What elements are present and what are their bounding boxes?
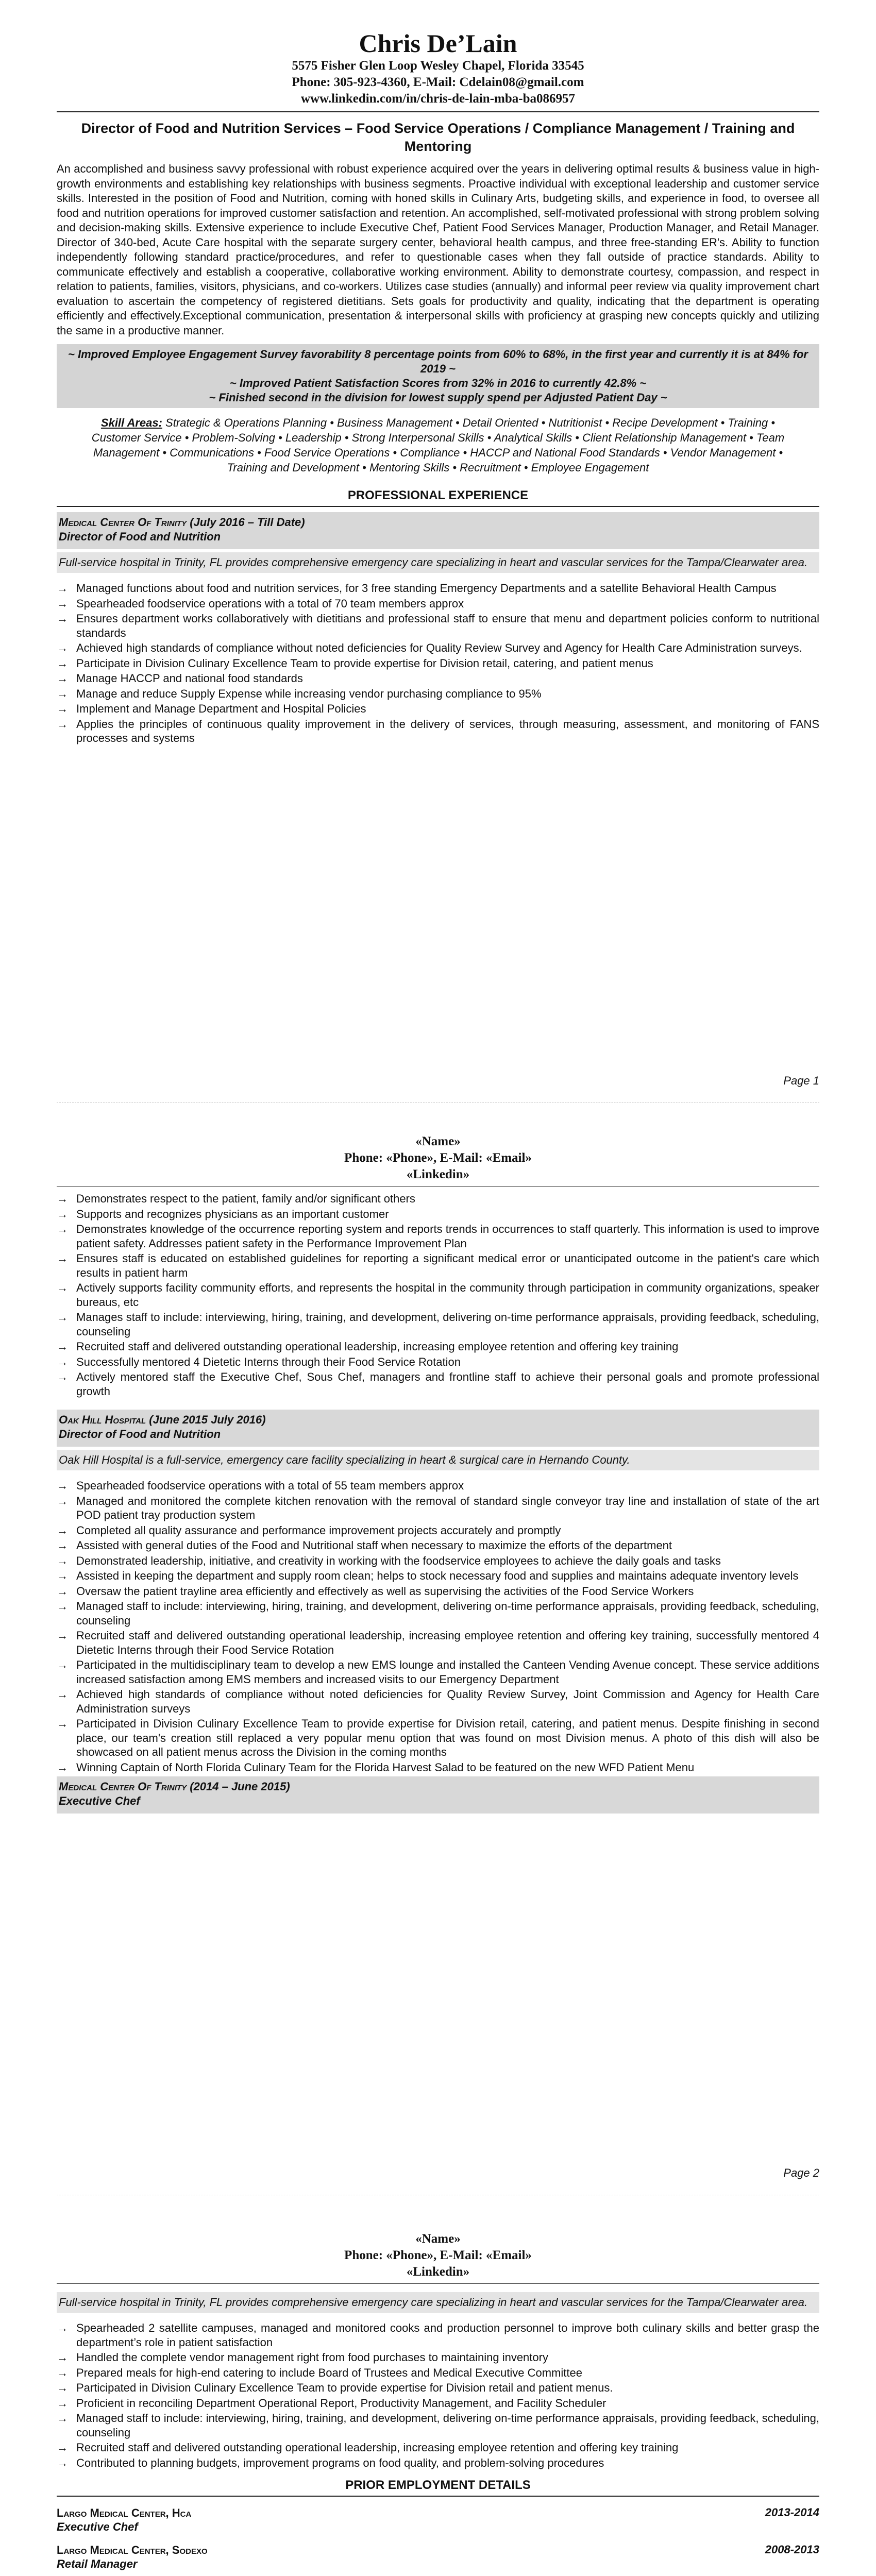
job-title: Director of Food and Nutrition	[59, 1428, 221, 1440]
arrow-bullet-icon: →	[57, 1539, 68, 1552]
arrow-bullet-icon: →	[57, 1223, 68, 1235]
list-item	[57, 2396, 819, 2411]
list-item-text: Ensures department works collaboratively with dietitians and professional staff to ensure that menu and department policies conform to nutritional standards	[76, 612, 819, 639]
list-item-text: Demonstrates respect to the patient, family and/or significant others	[76, 1192, 415, 1205]
list-item-text: Spearheaded 2 satellite campuses, managed and monitored cooks and production personnel to improve both culinary skills and better grasp the department’s role in patient satisfaction	[76, 2321, 819, 2349]
arrow-bullet-icon: →	[57, 702, 68, 715]
linkedin-link[interactable]: www.linkedin.com/in/chris-de-lain-mba-ba086957	[301, 92, 575, 106]
list-item-text: Prepared meals for high-end catering to include Board of Trustees and Medical Executive Committee	[76, 2366, 582, 2379]
list-item	[57, 1479, 819, 1493]
arrow-bullet-icon: →	[57, 1207, 68, 1221]
arrow-bullet-icon: →	[57, 597, 68, 610]
arrow-bullet-icon: →	[57, 1370, 68, 1383]
page-1	[57, 29, 819, 747]
highlights-box	[57, 344, 819, 408]
list-item	[57, 641, 819, 655]
arrow-bullet-icon: →	[57, 1600, 68, 1613]
list-item-text: Recruited staff and delivered outstanding operational leadership, increasing employee retention and offering key training	[76, 2441, 679, 2454]
list-item-text: Participated in Division Culinary Excellence Team to provide expertise for Division retail and patient menus.	[76, 2381, 613, 2394]
job-org: Oak Hill Hospital	[59, 1413, 146, 1426]
list-item	[57, 1760, 819, 1775]
address: 5575 Fisher Glen Loop Wesley Chapel, Florida 33545	[292, 59, 584, 73]
arrow-bullet-icon: →	[57, 1569, 68, 1582]
job-description: Full-service hospital in Trinity, FL provides comprehensive emergency care specializing in heart and vascular services for the Tampa/Clearwater area.	[57, 2292, 819, 2313]
arrow-bullet-icon: →	[57, 1688, 68, 1701]
arrow-bullet-icon: →	[57, 2321, 68, 2334]
list-item	[57, 581, 819, 596]
arrow-bullet-icon: →	[57, 1281, 68, 1294]
job-title: Director of Food and Nutrition	[59, 530, 221, 543]
arrow-bullet-icon: →	[57, 2351, 68, 2364]
list-item-text: Demonstrates knowledge of the occurrence reporting system and reports trends in occurrences to staff quarterly. This information is used to improve patient safety. Addresses patient safety in the Performance Improvement Plan	[76, 1223, 819, 1250]
list-item-text: Applies the principles of continuous quality improvement in the delivery of services, through measuring, assessment, and monitoring of FANS processes and systems	[76, 717, 819, 744]
bullet-list-trinity-chef	[57, 2321, 819, 2470]
prior-job-org: Largo Medical Center, Hca	[57, 2506, 192, 2519]
arrow-bullet-icon: →	[57, 1355, 68, 1368]
list-item	[57, 2411, 819, 2439]
list-item	[57, 1494, 819, 1522]
skill-areas	[57, 415, 819, 475]
list-item-text: Proficient in reconciling Department Operational Report, Productivity Management, and Facility Scheduler	[76, 2396, 607, 2410]
list-item-text: Assisted in keeping the department and supply room clean; helps to stock necessary food and supplies and maintains adequate inventory levels	[76, 1569, 799, 1582]
list-item	[57, 1523, 819, 1538]
list-item	[57, 2366, 819, 2380]
list-item-text: Manage and reduce Supply Expense while increasing vendor purchasing compliance to 95%	[76, 687, 542, 700]
list-item	[57, 2381, 819, 2395]
list-item	[57, 1629, 819, 1657]
arrow-bullet-icon: →	[57, 1523, 68, 1537]
list-item-text: Actively mentored staff the Executive Chef, Sous Chef, managers and frontline staff to achieve their personal goals and promote professional growth	[76, 1370, 819, 1398]
bullet-list-oakhill	[57, 1479, 819, 1774]
arrow-bullet-icon: →	[57, 1340, 68, 1353]
arrow-bullet-icon: →	[57, 656, 68, 670]
candidate-name: Chris De’Lain	[359, 29, 517, 58]
job-description: Oak Hill Hospital is a full-service, emergency care facility specializing in heart & surgical care in Hernando County.	[57, 1450, 819, 1470]
list-item	[57, 1192, 819, 1206]
list-item-text: Handled the complete vendor management right from food purchases to maintaining inventory	[76, 2351, 548, 2364]
summary-paragraph: An accomplished and business savvy professional with robust experience acquired over the years in delivering optimal results & business value in high-growth environments and establishing key relationships with business segments. Proactive individual with exceptional leadership and customer service skills. Interested in the position of Food and Nutrition, coming with honed skills in Culinary Arts, budgeting skills, and experience in food, to oversee all food and nutrition operations for improved customer satisfaction and retention. An accomplished, self-motivated professional with strong problem solving and decision-making skills. Extensive experience to include Executive Chef, Patient Food Services Manager, Production Manager, and Retail Manager. Director of 340-bed, Acute Care hospital with the separate surgery center, behavioral health campus, and three free-standing ER's. Ability to function independently following standard practice/procedures, and refer to questionable cases when they fall outside of practice standards. Ability to communicate effectively and establish a cooperative, collaborative working environment. Ability to demonstrate courtesy, compassion, and respect in relation to patients, families, visitors, physicians, and co-workers. Utilizes case studies (annually) and informal peer review via quality improvement chart evaluation to ascertain the competency of registered dietitians. Sets goals for productivity and quality, indicating that the department is operating efficiently and effectively.Exceptional communication, presentation & interpersonal skills with proficiency at grasping new concepts quickly and utilizing the same in a productive manner.	[57, 162, 819, 337]
list-item-text: Managed staff to include: interviewing, hiring, training, and development, delivering on-time performance appraisals, providing feedback, scheduling, counseling	[76, 1600, 819, 1627]
list-item-text: Oversaw the patient trayline area efficiently and effectively as well as supervising the activities of the Food Service Workers	[76, 1584, 694, 1598]
arrow-bullet-icon: →	[57, 672, 68, 685]
list-item-text: Spearheaded foodservice operations with a total of 70 team members approx	[76, 597, 464, 610]
prior-job-title: Executive Chef	[57, 2520, 138, 2533]
arrow-bullet-icon: →	[57, 2412, 68, 2425]
placeholder-name: «Name»	[415, 1134, 461, 1148]
list-item-text: Successfully mentored 4 Dietetic Interns through their Food Service Rotation	[76, 1355, 461, 1368]
list-item	[57, 1538, 819, 1553]
list-item-text: Spearheaded foodservice operations with a total of 55 team members approx	[76, 1479, 464, 1492]
arrow-bullet-icon: →	[57, 2456, 68, 2469]
list-item	[57, 612, 819, 640]
list-item-text: Ensures staff is educated on established guidelines for reporting a significant medical error or unanticipated outcome in the patient's care which results in patient harm	[76, 1252, 819, 1279]
arrow-bullet-icon: →	[57, 1760, 68, 1774]
list-item-text: Demonstrated leadership, initiative, and creativity in working with the foodservice employees to achieve the daily goals and tasks	[76, 1554, 721, 1567]
list-item	[57, 1687, 819, 1716]
prior-job-row	[57, 2506, 819, 2534]
arrow-bullet-icon: →	[57, 1584, 68, 1598]
arrow-bullet-icon: →	[57, 1494, 68, 1507]
job-header-trinity-chef	[57, 1776, 819, 1814]
job-org: Medical Center Of Trinity	[59, 1780, 187, 1793]
page-header-placeholder	[57, 1133, 819, 1183]
arrow-bullet-icon: →	[57, 1629, 68, 1642]
job-dates: (2014 – June 2015)	[187, 1780, 290, 1793]
list-item-text: Participate in Division Culinary Excellence Team to provide expertise for Division retail, catering, and patient menus	[76, 656, 653, 670]
placeholder-phone-email: Phone: «Phone», E-Mail: «Email»	[344, 2248, 532, 2262]
arrow-bullet-icon: →	[57, 1717, 68, 1730]
page-header-placeholder	[57, 2231, 819, 2280]
list-item-text: Assisted with general duties of the Food and Nutritional staff when necessary to maximize the efforts of the department	[76, 1539, 672, 1552]
list-item-text: Recruited staff and delivered outstanding operational leadership, increasing employee retention and offering key training, successfully mentored 4 Dietetic Interns through their Food Service Rotation	[76, 1629, 819, 1656]
list-item	[57, 1251, 819, 1280]
list-item	[57, 2350, 819, 2365]
arrow-bullet-icon: →	[57, 1658, 68, 1671]
bullet-list-trinity-page1	[57, 581, 819, 745]
placeholder-phone-email: Phone: «Phone», E-Mail: «Email»	[344, 1151, 532, 1165]
list-item-text: Actively supports facility community efforts, and represents the hospital in the community through participation in community organizations, speaker bureaus, etc	[76, 1281, 819, 1309]
headline: Director of Food and Nutrition Services – Food Service Operations / Compliance Management / Training and Mentoring	[81, 121, 795, 154]
list-item	[57, 2441, 819, 2455]
list-item	[57, 1222, 819, 1250]
arrow-bullet-icon: →	[57, 641, 68, 654]
arrow-bullet-icon: →	[57, 1554, 68, 1567]
prior-job-row	[57, 2543, 819, 2571]
list-item	[57, 1554, 819, 1568]
job-org: Medical Center Of Trinity	[59, 516, 187, 529]
prior-job-info	[57, 2506, 191, 2534]
arrow-bullet-icon: →	[57, 1479, 68, 1492]
list-item-text: Winning Captain of North Florida Culinary Team for the Florida Harvest Salad to be featured on the new WFD Patient Menu	[76, 1760, 695, 1774]
list-item-text: Managed staff to include: interviewing, hiring, training, and development, delivering on-time performance appraisals, providing feedback, scheduling, counseling	[76, 2412, 819, 2439]
arrow-bullet-icon: →	[57, 1192, 68, 1205]
list-item	[57, 2321, 819, 2349]
list-item	[57, 671, 819, 686]
list-item	[57, 1370, 819, 1398]
page-3	[57, 2231, 819, 2576]
list-item-text: Participated in the multidisciplinary team to develop a new EMS lounge and installed the Canteen Vending Avenue concept. These service additions increased satisfaction among EMS members and increased visits to our Emergency Department	[76, 1658, 819, 1686]
list-item	[57, 656, 819, 671]
prior-job-org: Largo Medical Center, Sodexo	[57, 2544, 208, 2556]
list-item	[57, 1599, 819, 1628]
page-number: Page 2	[783, 2166, 819, 2179]
job-dates: (June 2015 July 2016)	[146, 1413, 266, 1426]
highlight-item: ~ Finished second in the division for lowest supply spend per Adjusted Patient Day ~	[209, 391, 667, 404]
list-item-text: Recruited staff and delivered outstanding operational leadership, increasing employee retention and offering key training	[76, 1340, 679, 1353]
list-item	[57, 717, 819, 745]
placeholder-linkedin: «Linkedin»	[406, 2265, 470, 2279]
list-item	[57, 1355, 819, 1369]
job-header-oakhill	[57, 1410, 819, 1447]
prior-employment-list	[57, 2506, 819, 2576]
arrow-bullet-icon: →	[57, 1311, 68, 1324]
arrow-bullet-icon: →	[57, 2441, 68, 2454]
page-2	[57, 1133, 819, 1814]
arrow-bullet-icon: →	[57, 582, 68, 595]
list-item-text: Manages staff to include: interviewing, hiring, training, and development, delivering on-time performance appraisals, providing feedback, scheduling, counseling	[76, 1311, 819, 1338]
arrow-bullet-icon: →	[57, 1252, 68, 1265]
job-header-trinity	[57, 512, 819, 549]
header-divider	[57, 2283, 819, 2284]
list-item-text: Achieved high standards of compliance without noted deficiencies for Quality Review Survey and Agency for Health Care Administration surveys.	[76, 641, 802, 654]
list-item	[57, 702, 819, 716]
skill-areas-list: Strategic & Operations Planning • Business Management • Detail Oriented • Nutritionist • Recipe Development • Training • Customer Service • Problem-Solving • Leadership • Strong Interpersonal Skills • Analytical Skills • Client Relationship Management • Team Management • Communications • Food Service Operations • Compliance • HACCP and National Food Standards • Vendor Management • Training and Development • Mentoring Skills • Recruitment • Employee Engagement	[91, 416, 785, 474]
arrow-bullet-icon: →	[57, 717, 68, 731]
list-item	[57, 1207, 819, 1222]
list-item	[57, 2456, 819, 2470]
page-number: Page 1	[783, 1074, 819, 1087]
prior-job-dates: 2008-2013	[765, 2543, 819, 2556]
prior-job-title: Retail Manager	[57, 2557, 138, 2570]
job-description: Full-service hospital in Trinity, FL provides comprehensive emergency care specializing in heart and vascular services for the Tampa/Clearwater area.	[57, 552, 819, 573]
list-item	[57, 1281, 819, 1309]
list-item	[57, 687, 819, 701]
prior-job-dates: 2013-2014	[765, 2506, 819, 2519]
arrow-bullet-icon: →	[57, 2366, 68, 2379]
list-item	[57, 597, 819, 611]
header-divider	[57, 1186, 819, 1187]
list-item-text: Completed all quality assurance and performance improvement projects accurately and promptly	[76, 1523, 561, 1537]
section-title-experience: PROFESSIONAL EXPERIENCE	[57, 488, 819, 507]
list-item	[57, 1584, 819, 1599]
skill-areas-label: Skill Areas:	[100, 416, 162, 429]
arrow-bullet-icon: →	[57, 2396, 68, 2410]
list-item	[57, 1310, 819, 1338]
section-title-prior-employment: PRIOR EMPLOYMENT DETAILS	[57, 2478, 819, 2497]
list-item-text: Manage HACCP and national food standards	[76, 672, 303, 685]
list-item-text: Managed and monitored the complete kitchen renovation with the removal of standard single conveyor tray line and installation of state of the art POD patient tray production system	[76, 1494, 819, 1521]
header-divider	[57, 111, 819, 112]
list-item	[57, 1717, 819, 1759]
list-item-text: Contributed to planning budgets, improvement programs on food quality, and problem-solving procedures	[76, 2456, 604, 2469]
job-dates: (July 2016 – Till Date)	[187, 516, 305, 529]
phone-email: Phone: 305-923-4360, E-Mail: Cdelain08@gmail.com	[292, 75, 584, 89]
list-item	[57, 1569, 819, 1583]
list-item-text: Implement and Manage Department and Hospital Policies	[76, 702, 366, 715]
highlight-item: ~ Improved Patient Satisfaction Scores from 32% in 2016 to currently 42.8% ~	[229, 377, 647, 389]
arrow-bullet-icon: →	[57, 612, 68, 625]
list-item-text: Achieved high standards of compliance without noted deficiencies for Quality Review Survey, Joint Commission and Agency for Health Care Administration surveys	[76, 1688, 819, 1715]
highlight-item: ~ Improved Employee Engagement Survey favorability 8 percentage points from 60% to 68%, in the first year and currently it is at 84% for 2019 ~	[68, 348, 808, 375]
list-item-text: Managed functions about food and nutrition services, for 3 free standing Emergency Departments and a satellite Behavioral Health Campus	[76, 582, 777, 595]
arrow-bullet-icon: →	[57, 2381, 68, 2394]
list-item	[57, 1340, 819, 1354]
arrow-bullet-icon: →	[57, 687, 68, 700]
placeholder-name: «Name»	[415, 2232, 461, 2246]
job-title: Executive Chef	[59, 1794, 140, 1807]
list-item-text: Supports and recognizes physicians as an important customer	[76, 1207, 389, 1221]
bullet-list-trinity-page2	[57, 1192, 819, 1398]
list-item	[57, 1658, 819, 1686]
list-item-text: Participated in Division Culinary Excellence Team to provide expertise for Division retail, catering, and patient menus. Despite finishing in second place, our team's creation still replaced a very popular menu option that was found on most Division menus. A photo of this dish will also be showcased on all patient menus across the Division in the coming months	[76, 1717, 819, 1758]
prior-job-info	[57, 2543, 208, 2571]
placeholder-linkedin: «Linkedin»	[406, 1167, 470, 1181]
resume-header	[57, 29, 819, 107]
